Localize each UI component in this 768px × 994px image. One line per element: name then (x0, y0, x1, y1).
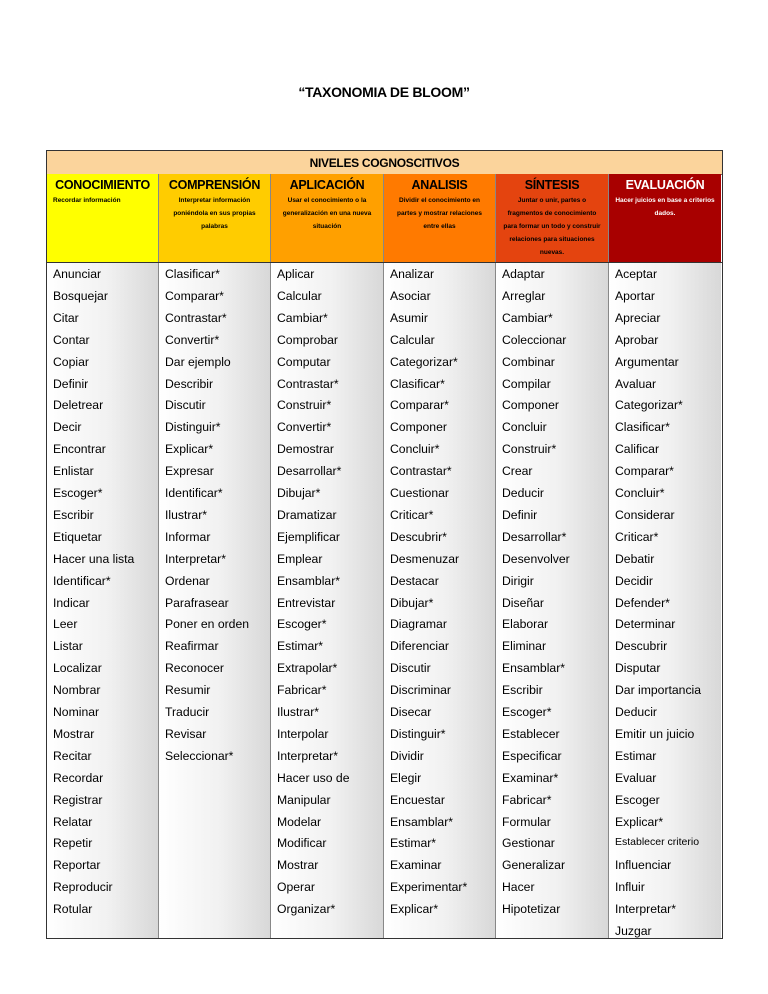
verb-item: Definir (53, 376, 89, 391)
verb-item: Clasificar* (390, 376, 445, 391)
verb-item: Mostrar (277, 858, 319, 873)
verb-item: Avaluar (615, 376, 657, 391)
verb-item: Escribir (502, 683, 543, 698)
bloom-taxonomy-table (46, 150, 723, 939)
verb-item: Rotular (53, 902, 93, 917)
verb-item: Resumir (165, 683, 211, 698)
verb-item: Estimar* (277, 639, 324, 654)
column-comprension (159, 263, 271, 938)
verb-item: Distinguir* (165, 420, 221, 435)
verb-item: Mostrar (53, 726, 95, 741)
verb-item: Argumentar (615, 354, 679, 369)
verb-item: Emplear (277, 551, 323, 566)
column-description: Juntar o unir, partes o fragmentos de conocimiento para formar un todo y construir relaciones para situaciones nuevas. (503, 197, 601, 256)
verb-item: Influir (615, 880, 645, 895)
table-header-niveles: NIVELES COGNOSCITIVOS (47, 151, 722, 175)
column-conocimiento (47, 263, 159, 938)
verb-item: Extrapolar* (277, 661, 338, 676)
verb-item: Criticar* (615, 529, 659, 544)
verb-item: Estimar* (390, 836, 437, 851)
verb-item: Gestionar (502, 836, 555, 851)
verb-item: Reafirmar (165, 639, 219, 654)
verb-item: Diagramar (390, 617, 447, 632)
column-title: APLICACIÓN (289, 178, 365, 192)
verb-item: Comparar* (165, 288, 224, 303)
verb-item: Destacar (390, 573, 439, 588)
verb-item: Descubrir (615, 639, 668, 654)
verb-item: Explicar* (390, 902, 439, 917)
column-description: Recordar información (53, 197, 121, 204)
verb-item: Desarrollar* (277, 464, 342, 479)
verb-item: Relatar (53, 814, 93, 829)
verb-item: Arreglar (502, 288, 546, 303)
verb-item: Nombrar (53, 683, 101, 698)
verb-item: Formular (502, 814, 551, 829)
verb-item: Aportar (615, 288, 655, 303)
verb-item: Bosquejar (53, 288, 108, 303)
verb-item: Especificar (502, 748, 562, 763)
verb-item: Diseñar (502, 595, 544, 610)
verb-item: Aplicar (277, 267, 315, 281)
verb-item: Coleccionar (502, 332, 567, 347)
verb-item: Revisar (165, 726, 207, 741)
verb-item: Escoger (615, 792, 660, 807)
column-title: CONOCIMIENTO (55, 178, 150, 192)
column-analisis (384, 263, 496, 938)
verb-item: Asumir (390, 310, 428, 325)
verb-item: Poner en orden (165, 617, 250, 632)
verb-item: Determinar (615, 617, 676, 632)
verb-item: Reconocer (165, 661, 224, 676)
verb-item: Discutir (165, 398, 206, 413)
verb-item: Escoger* (277, 617, 327, 632)
verb-item: Comparar* (615, 464, 674, 479)
column-description: Interpretar información poniéndola en sus propias palabras (173, 197, 256, 230)
verb-item: Concluir (502, 420, 547, 435)
verb-item: Hacer (502, 880, 535, 895)
verb-item: Decidir (615, 573, 653, 588)
verb-item: Manipular (277, 792, 331, 807)
verb-item: Explicar* (165, 442, 214, 457)
verb-item: Hacer una lista (53, 551, 135, 566)
verb-item: Reportar (53, 858, 101, 873)
verb-item: Diferenciar (390, 639, 449, 654)
column-description: Dividir el conocimiento en partes y mostrar relaciones entre ellas (397, 197, 482, 230)
column-description: Hacer juicios en base a criterios dados. (615, 197, 715, 217)
verb-item: Calcular (390, 332, 435, 347)
verb-item: Interpretar* (165, 551, 226, 566)
verb-item: Contrastar* (277, 376, 339, 391)
verb-item: Emitir un juicio (615, 726, 695, 741)
column-header-evaluacion (609, 174, 721, 262)
verb-item: Defender* (615, 595, 670, 610)
verb-item: Construir* (277, 398, 332, 413)
verb-item: Organizar* (277, 902, 336, 917)
verb-item: Calificar (615, 442, 660, 457)
verb-item: Repetir (53, 836, 93, 851)
verb-item: Operar (277, 880, 315, 895)
verb-item: Elegir (390, 770, 422, 785)
verb-item: Interpretar* (277, 748, 338, 763)
verb-item: Localizar (53, 661, 102, 676)
verb-item: Traducir (165, 705, 210, 719)
verb-item: Etiquetar (53, 529, 102, 544)
verb-item: Calcular (277, 288, 322, 303)
verb-item: Eliminar (502, 639, 547, 654)
column-aplicacion (271, 263, 384, 938)
verb-item: Contrastar* (165, 310, 227, 325)
verb-item: Debatir (615, 551, 655, 566)
column-header-comprension (159, 174, 271, 262)
verb-item: Descubrir* (390, 529, 447, 544)
verb-item: Clasificar* (165, 267, 220, 281)
verb-item: Hacer uso de (277, 770, 350, 785)
column-title: EVALUACIÓN (625, 178, 705, 192)
verb-item: Seleccionar* (165, 748, 234, 763)
verb-item: Combinar (502, 354, 555, 369)
verb-item: Escoger* (53, 486, 103, 500)
verb-item: Elaborar (502, 617, 549, 632)
verb-item: Generalizar (502, 858, 565, 873)
column-description: Usar el conocimiento o la generalización en una nueva situación (282, 197, 372, 230)
verb-item: Considerar (615, 507, 675, 522)
verb-item: Deducir (615, 705, 657, 719)
verb-item: Componer (502, 398, 559, 413)
verb-item: Modelar (277, 814, 322, 829)
verb-item: Dividir (390, 748, 424, 763)
verb-item: Anunciar (53, 267, 102, 281)
column-title: ANALISIS (411, 178, 468, 192)
verb-item: Compilar (502, 376, 551, 391)
verb-item: Distinguir* (390, 726, 446, 741)
verb-item: Deletrear (53, 398, 104, 413)
verb-item: Encuestar (390, 792, 445, 807)
verb-item: Interpretar* (615, 902, 676, 917)
verb-item: Identificar* (53, 573, 111, 588)
verb-item: Nominar (53, 705, 100, 719)
verb-item: Contar (53, 332, 90, 347)
verb-item: Establecer (502, 726, 560, 741)
verb-item: Ilustrar* (165, 507, 207, 522)
verb-item: Interpolar (277, 726, 329, 741)
verb-item: Evaluar (615, 770, 657, 785)
verb-item: Categorizar* (615, 398, 683, 413)
verb-item: Reproducir (53, 880, 113, 895)
verb-item: Crear (502, 464, 533, 479)
verb-item: Asociar (390, 288, 431, 303)
verb-item: Ensamblar* (390, 814, 453, 829)
verb-item: Explicar* (615, 814, 664, 829)
verb-item: Adaptar (502, 267, 545, 281)
verb-item: Registrar (53, 792, 103, 807)
verb-item: Citar (53, 310, 79, 325)
verb-item: Examinar (390, 858, 442, 873)
verb-item: Dibujar* (390, 595, 434, 610)
verb-item: Convertir* (277, 420, 332, 435)
column-header-aplicacion (271, 174, 384, 262)
column-title: SÍNTESIS (524, 178, 580, 192)
verb-item: Listar (53, 639, 83, 654)
verb-item: Dar ejemplo (165, 354, 231, 369)
verb-item: Desenvolver (502, 551, 570, 566)
verb-item: Informar (165, 529, 211, 544)
verb-item: Deducir (502, 486, 544, 500)
verb-item: Escribir (53, 507, 94, 522)
document-title: “TAXONOMIA DE BLOOM” (298, 84, 470, 100)
verb-item: Establecer criterio (615, 836, 700, 849)
verb-item: Influenciar (615, 858, 672, 873)
verb-item: Dirigir (502, 573, 534, 588)
verb-item: Identificar* (165, 486, 223, 500)
verb-item: Ensamblar* (502, 661, 565, 676)
column-sintesis (496, 263, 609, 938)
verb-item: Disecar (390, 705, 432, 719)
column-title: COMPRENSIÓN (168, 178, 261, 192)
verb-item: Apreciar (615, 310, 661, 325)
verb-item: Comparar* (390, 398, 449, 413)
verb-item: Convertir* (165, 332, 220, 347)
table-body (47, 262, 722, 938)
verb-item: Recitar (53, 748, 92, 763)
verb-item: Analizar (390, 267, 435, 281)
verb-item: Escoger* (502, 705, 552, 719)
verb-item: Dar importancia (615, 683, 702, 698)
column-header-conocimiento (47, 174, 159, 262)
verb-item: Fabricar* (277, 683, 327, 698)
verb-item: Concluir* (615, 486, 665, 500)
verb-item: Describir (165, 376, 214, 391)
column-evaluacion (609, 263, 721, 938)
verb-item: Cuestionar (390, 486, 449, 500)
verb-item: Entrevistar (277, 595, 336, 610)
verb-item: Disputar (615, 661, 661, 676)
verb-item: Cambiar* (502, 310, 553, 325)
verb-item: Contrastar* (390, 464, 452, 479)
verb-item: Estimar (615, 748, 657, 763)
verb-item: Juzgar (615, 924, 652, 938)
verb-item: Encontrar (53, 442, 106, 457)
verb-item: Discriminar (390, 683, 451, 698)
verb-item: Desarrollar* (502, 529, 567, 544)
verb-item: Computar (277, 354, 331, 369)
verb-item: Clasificar* (615, 420, 670, 435)
verb-item: Ordenar (165, 573, 210, 588)
verb-item: Modificar (277, 836, 327, 851)
column-header-sintesis (496, 174, 609, 262)
verb-item: Expresar (165, 464, 214, 479)
verb-item: Discutir (390, 661, 431, 676)
verb-item: Dibujar* (277, 486, 321, 500)
column-header-analisis (384, 174, 496, 262)
verb-item: Hipotetizar (502, 902, 561, 917)
verb-item: Fabricar* (502, 792, 552, 807)
verb-item: Indicar (53, 595, 90, 610)
verb-item: Enlistar (53, 464, 94, 479)
verb-item: Construir* (502, 442, 557, 457)
verb-item: Copiar (53, 354, 89, 369)
verb-item: Examinar* (502, 770, 559, 785)
verb-item: Parafrasear (165, 595, 229, 610)
verb-item: Demostrar (277, 442, 334, 457)
verb-item: Dramatizar (277, 507, 337, 522)
verb-item: Desmenuzar (390, 551, 460, 566)
verb-item: Experimentar* (390, 880, 468, 895)
verb-item: Aceptar (615, 267, 658, 281)
verb-item: Ilustrar* (277, 705, 319, 719)
verb-item: Aprobar (615, 332, 659, 347)
verb-item: Recordar (53, 770, 104, 785)
verb-item: Concluir* (390, 442, 440, 457)
verb-item: Ensamblar* (277, 573, 340, 588)
verb-item: Componer (390, 420, 447, 435)
verb-item: Comprobar (277, 332, 338, 347)
verb-item: Criticar* (390, 507, 434, 522)
verb-item: Ejemplificar (277, 529, 340, 544)
verb-item: Leer (53, 617, 78, 632)
verb-item: Categorizar* (390, 354, 458, 369)
verb-item: Definir (502, 507, 538, 522)
verb-item: Cambiar* (277, 310, 328, 325)
verb-item: Decir (53, 420, 82, 435)
